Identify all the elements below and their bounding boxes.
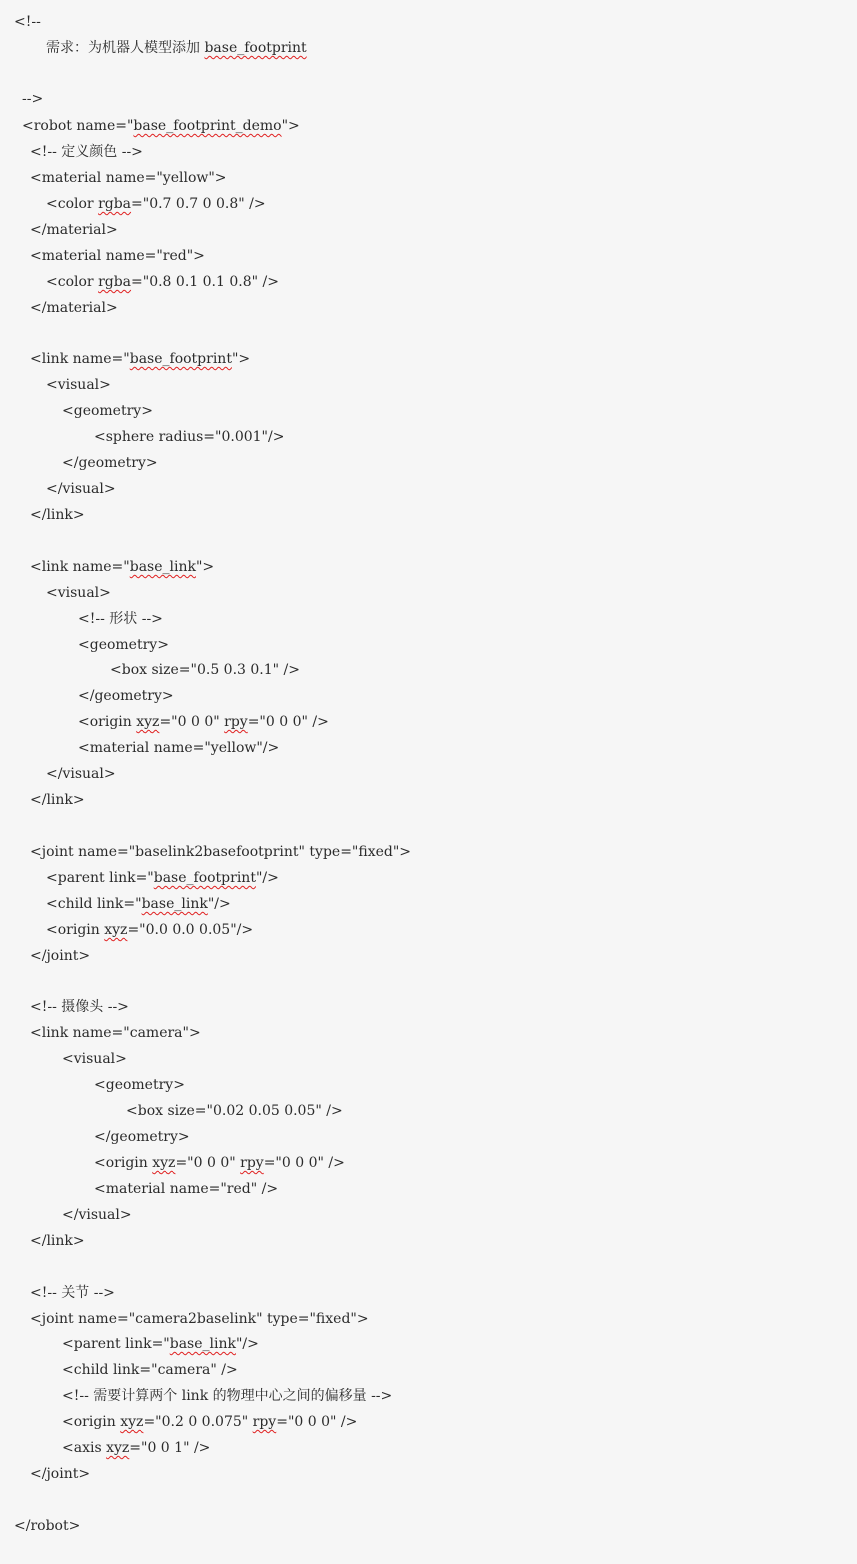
code-line: [46, 865, 279, 891]
code-line: [30, 502, 85, 528]
code-text: </geometry>: [94, 1129, 190, 1145]
spellcheck-flagged-word: xyz: [152, 1155, 176, 1171]
code-text: </visual>: [46, 481, 116, 497]
code-text: <!-- 摄像头 -->: [30, 999, 129, 1015]
code-line: [46, 761, 116, 787]
code-text: <origin: [62, 1414, 121, 1430]
code-text: ="0 0 0": [159, 714, 225, 730]
code-line: [110, 657, 300, 683]
code-line: [30, 346, 250, 372]
code-text: <visual>: [46, 585, 111, 601]
code-line: [62, 1202, 132, 1228]
code-text: ">: [231, 351, 251, 367]
code-text: </visual>: [46, 766, 116, 782]
code-line: [46, 372, 111, 398]
code-line: [30, 243, 205, 269]
code-line: [62, 1409, 357, 1435]
code-text: <child link=": [46, 896, 142, 912]
code-line: [30, 139, 143, 165]
code-text: <joint name="camera2baselink" type="fixed">: [30, 1311, 369, 1327]
code-text: <parent link=": [62, 1336, 170, 1352]
spellcheck-flagged-word: base_footprint_demo: [133, 118, 282, 134]
code-text: <visual>: [46, 377, 111, 393]
code-text: <origin: [46, 922, 105, 938]
code-text: <link name=": [30, 559, 130, 575]
code-text: -->: [22, 91, 44, 107]
code-text: <visual>: [62, 1051, 127, 1067]
spellcheck-flagged-word: xyz: [136, 714, 160, 730]
code-line: [30, 1280, 115, 1306]
code-line: [62, 1383, 392, 1409]
code-text: <color: [46, 196, 99, 212]
code-text: ="0 0 0" />: [247, 714, 329, 730]
code-line: [62, 398, 153, 424]
code-line: [62, 1046, 127, 1072]
spellcheck-flagged-word: rgba: [98, 274, 132, 290]
code-text: </link>: [30, 1233, 85, 1249]
code-line: [30, 1228, 85, 1254]
code-text: </material>: [30, 222, 118, 238]
code-text: ">: [195, 559, 215, 575]
code-text: </visual>: [62, 1207, 132, 1223]
code-line: [22, 113, 300, 139]
code-text: <robot name=": [22, 118, 134, 134]
code-text: <box size="0.5 0.3 0.1" />: [110, 662, 300, 678]
code-line: [30, 1306, 369, 1332]
code-text: </joint>: [30, 948, 91, 964]
code-text: "/>: [207, 896, 231, 912]
code-text: <color: [46, 274, 99, 290]
spellcheck-flagged-word: base_link: [169, 1336, 236, 1352]
spellcheck-flagged-word: rgba: [98, 196, 132, 212]
code-line: [22, 86, 43, 112]
code-text: <child link="camera" />: [62, 1362, 238, 1378]
code-text: <geometry>: [94, 1077, 185, 1093]
code-text: "/>: [235, 1336, 259, 1352]
code-line: [30, 787, 85, 813]
code-text: </material>: [30, 300, 118, 316]
code-text: 需求：为机器人模型添加: [46, 40, 205, 56]
spellcheck-flagged-word: base_footprint: [129, 351, 232, 367]
code-text: ">: [281, 118, 300, 134]
spellcheck-flagged-word: rpy: [224, 714, 248, 730]
spellcheck-flagged-word: base_link: [129, 559, 196, 575]
spellcheck-flagged-word: rpy: [252, 1414, 277, 1430]
spellcheck-flagged-word: base_footprint: [204, 40, 307, 56]
code-line: [94, 1072, 185, 1098]
code-line: [62, 450, 158, 476]
code-line: [78, 683, 174, 709]
code-line: [30, 295, 118, 321]
code-text: <material name="red">: [30, 248, 205, 264]
code-text: </joint>: [30, 1466, 91, 1482]
code-line: [78, 632, 169, 658]
spellcheck-flagged-word: xyz: [106, 1440, 130, 1456]
code-line: [46, 917, 253, 943]
code-text: <!-- 形状 -->: [78, 611, 163, 627]
code-line: [94, 424, 284, 450]
code-text: <parent link=": [46, 870, 154, 886]
code-line: [30, 1020, 201, 1046]
spellcheck-flagged-word: base_link: [141, 896, 208, 912]
code-text: ="0 0 0": [175, 1155, 241, 1171]
code-text: ="0.0 0.0 0.05"/>: [127, 922, 254, 938]
code-text: <link name="camera">: [30, 1025, 201, 1041]
code-text: <!--: [14, 14, 41, 30]
code-text: ="0.2 0 0.075": [143, 1414, 253, 1430]
code-text: <link name=": [30, 351, 130, 367]
code-line: [30, 943, 90, 969]
code-line: [62, 1435, 210, 1461]
code-text: <material name="yellow">: [30, 170, 227, 186]
code-text: </geometry>: [78, 688, 174, 704]
code-line: [126, 1098, 343, 1124]
spellcheck-flagged-word: base_footprint: [153, 870, 256, 886]
code-text: <sphere radius="0.001"/>: [94, 429, 285, 445]
code-text: <geometry>: [78, 637, 169, 653]
code-text: <!-- 需要计算两个 link 的物理中心之间的偏移量 -->: [62, 1388, 393, 1404]
code-text: <origin: [78, 714, 137, 730]
code-text: </link>: [30, 507, 85, 523]
code-text: </geometry>: [62, 455, 158, 471]
code-line: [46, 191, 266, 217]
code-line: [46, 891, 231, 917]
code-line: [94, 1176, 278, 1202]
code-text: ="0.8 0.1 0.1 0.8" />: [131, 274, 279, 290]
code-text: </robot>: [14, 1518, 81, 1534]
code-text: <origin: [94, 1155, 153, 1171]
code-line: [78, 735, 279, 761]
code-text: <material name="red" />: [94, 1181, 279, 1197]
code-line: [30, 165, 227, 191]
code-text: ="0 0 0" />: [276, 1414, 358, 1430]
code-line: [46, 476, 116, 502]
code-text: <joint name="baselink2basefootprint" type="fixed">: [30, 844, 412, 860]
code-text: ="0.7 0.7 0 0.8" />: [131, 196, 266, 212]
code-text: <material name="yellow"/>: [78, 740, 280, 756]
code-line: [46, 35, 307, 61]
code-line: [30, 554, 214, 580]
code-text: <!-- 定义颜色 -->: [30, 144, 143, 160]
code-line: [78, 606, 163, 632]
code-line: [30, 217, 118, 243]
code-text: ="0 0 0" />: [263, 1155, 345, 1171]
code-line: [30, 839, 411, 865]
code-line: [62, 1357, 238, 1383]
code-line: [46, 580, 111, 606]
code-line: [30, 994, 129, 1020]
code-line: [14, 1513, 80, 1539]
code-line: [62, 1331, 259, 1357]
code-text: <!-- 关节 -->: [30, 1285, 115, 1301]
code-line: [94, 1124, 190, 1150]
code-text: <geometry>: [62, 403, 153, 419]
code-text: ="0 0 1" />: [129, 1440, 211, 1456]
spellcheck-flagged-word: xyz: [104, 922, 128, 938]
code-text: "/>: [255, 870, 279, 886]
code-text: <axis: [62, 1440, 107, 1456]
spellcheck-flagged-word: rpy: [240, 1155, 264, 1171]
code-line: [30, 1461, 90, 1487]
code-text: </link>: [30, 792, 85, 808]
code-line: [14, 9, 41, 35]
code-line: [78, 709, 329, 735]
code-line: [94, 1150, 345, 1176]
code-line: [46, 269, 279, 295]
code-text: <box size="0.02 0.05 0.05" />: [126, 1103, 343, 1119]
spellcheck-flagged-word: xyz: [120, 1414, 144, 1430]
